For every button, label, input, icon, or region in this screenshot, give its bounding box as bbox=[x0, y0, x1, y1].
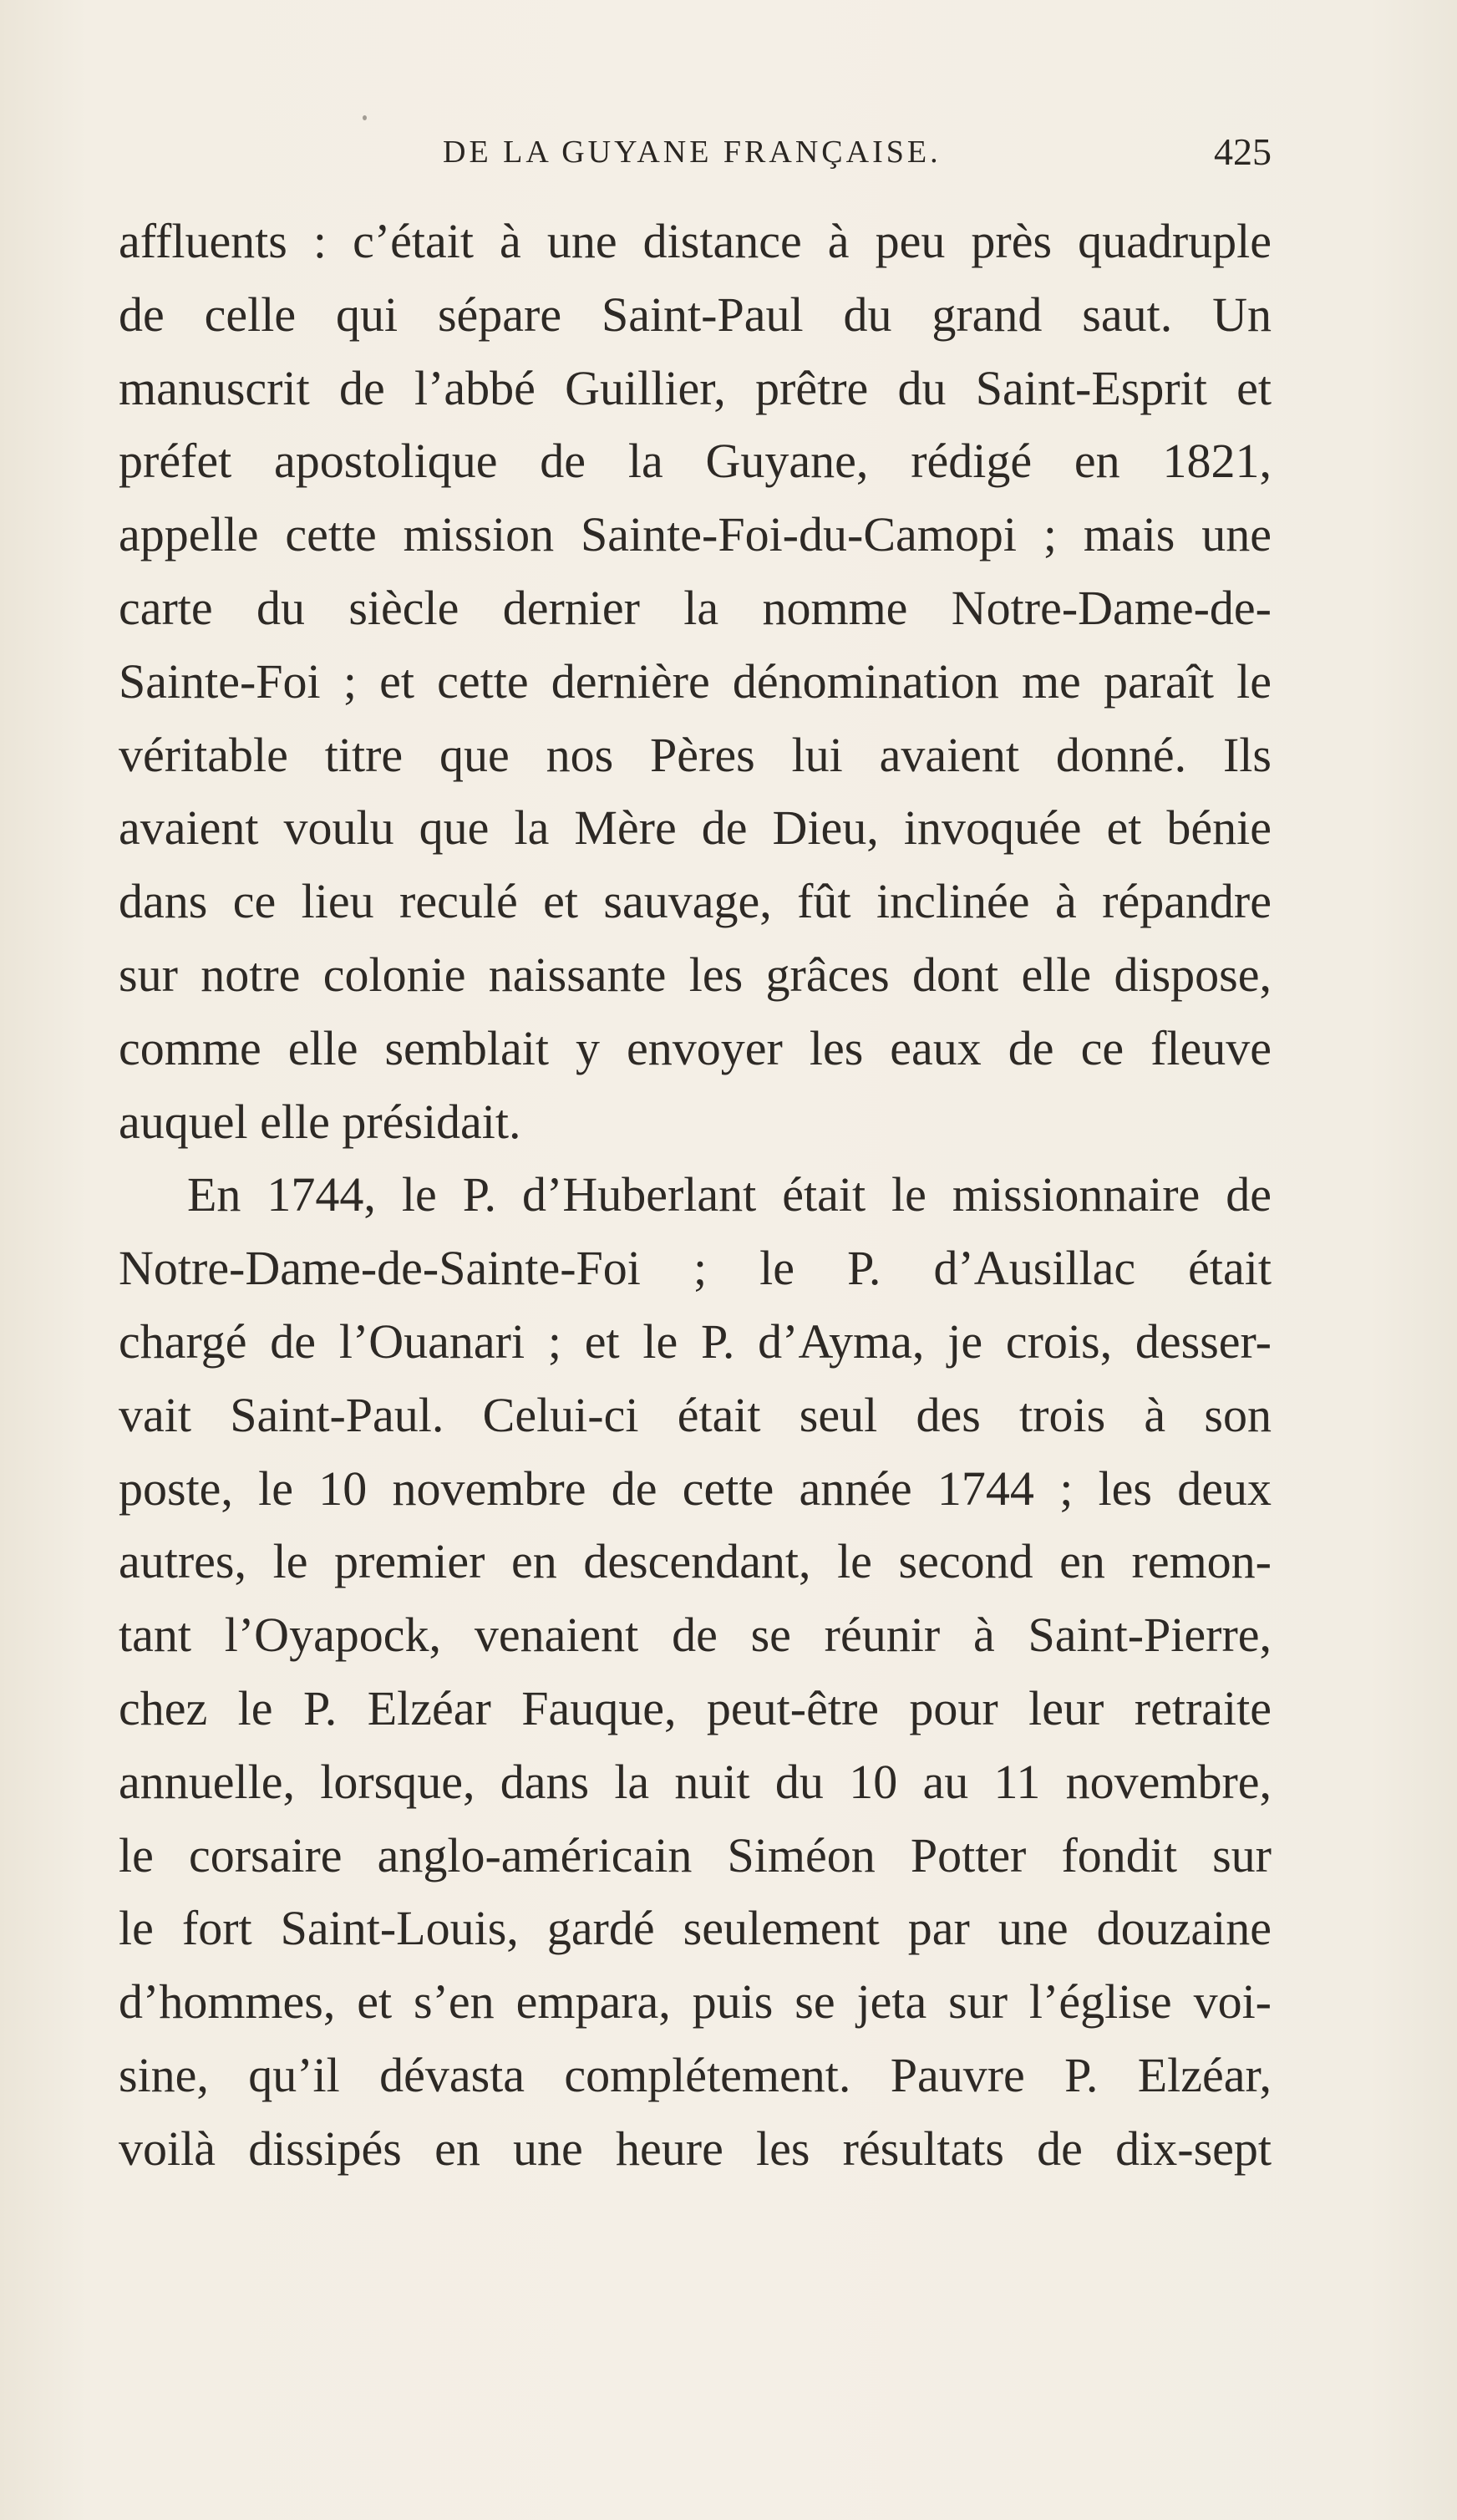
text-line: le fort Saint-Louis, gardé seulement par une douzaine bbox=[119, 1901, 1272, 1956]
text-line: manuscrit de l’abbé Guillier, prêtre du Saint-Esprit et bbox=[119, 360, 1272, 415]
text-line: Sainte-Foi ; et cette dernière dénomination me paraît le bbox=[119, 653, 1272, 709]
text-line: autres, le premier en descendant, le second en remon- bbox=[119, 1534, 1272, 1589]
text-line: sine, qu’il dévasta complétement. Pauvre P. Elzéar, bbox=[119, 2047, 1272, 2102]
page-header bbox=[119, 127, 1272, 177]
text-line: vait Saint-Paul. Celui-ci était seul des trois à son bbox=[119, 1387, 1272, 1442]
paragraph-first-line: En 1744, le P. d’Huberlant était le missionnaire de bbox=[187, 1167, 1272, 1222]
text-line: voilà dissipés en une heure les résultats de dix-sept bbox=[119, 2121, 1272, 2176]
text-line: chez le P. Elzéar Fauque, peut-être pour leur retraite bbox=[119, 1680, 1272, 1735]
text-line: le corsaire anglo-américain Siméon Potter fondit sur bbox=[119, 1827, 1272, 1882]
text-line: affluents : c’était à une distance à peu près quadruple bbox=[119, 214, 1272, 268]
text-line: avaient voulu que la Mère de Dieu, invoquée et bénie bbox=[119, 800, 1272, 856]
text-line: chargé de l’Ouanari ; et le P. d’Ayma, je crois, desser- bbox=[119, 1313, 1272, 1369]
page-number: 425 bbox=[1214, 130, 1272, 173]
text-line: véritable titre que nos Pères lui avaient donné. Ils bbox=[119, 727, 1272, 782]
text-line: d’hommes, et s’en empara, puis se jeta sur l’église voi- bbox=[119, 1974, 1272, 2030]
running-title: DE LA GUYANE FRANÇAISE. bbox=[443, 135, 942, 170]
paragraph-last-line: auquel elle présidait. bbox=[119, 1094, 521, 1149]
text-line: tant l’Oyapock, venaient de se réunir à Saint-Pierre, bbox=[119, 1608, 1272, 1663]
text-line: carte du siècle dernier la nomme Notre-Dame-de- bbox=[119, 580, 1272, 635]
text-line: Notre-Dame-de-Sainte-Foi ; le P. d’Ausillac était bbox=[119, 1241, 1272, 1296]
text-line: appelle cette mission Sainte-Foi-du-Camopi ; mais une bbox=[119, 507, 1272, 562]
text-line: poste, le 10 novembre de cette année 1744 ; les deux bbox=[119, 1461, 1272, 1516]
ink-speck bbox=[363, 115, 367, 120]
text-line: annuelle, lorsque, dans la nuit du 10 au 11 novembre, bbox=[119, 1754, 1272, 1809]
text-line: dans ce lieu reculé et sauvage, fût inclinée à répandre bbox=[119, 874, 1272, 929]
text-line: sur notre colonie naissante les grâces dont elle dispose, bbox=[119, 947, 1272, 1002]
text-line: de celle qui sépare Saint-Paul du grand saut. Un bbox=[119, 287, 1272, 342]
text-line: préfet apostolique de la Guyane, rédigé en 1821, bbox=[119, 434, 1272, 489]
body-text bbox=[119, 205, 1272, 2186]
text-line: comme elle semblait y envoyer les eaux de ce fleuve bbox=[119, 1020, 1272, 1075]
